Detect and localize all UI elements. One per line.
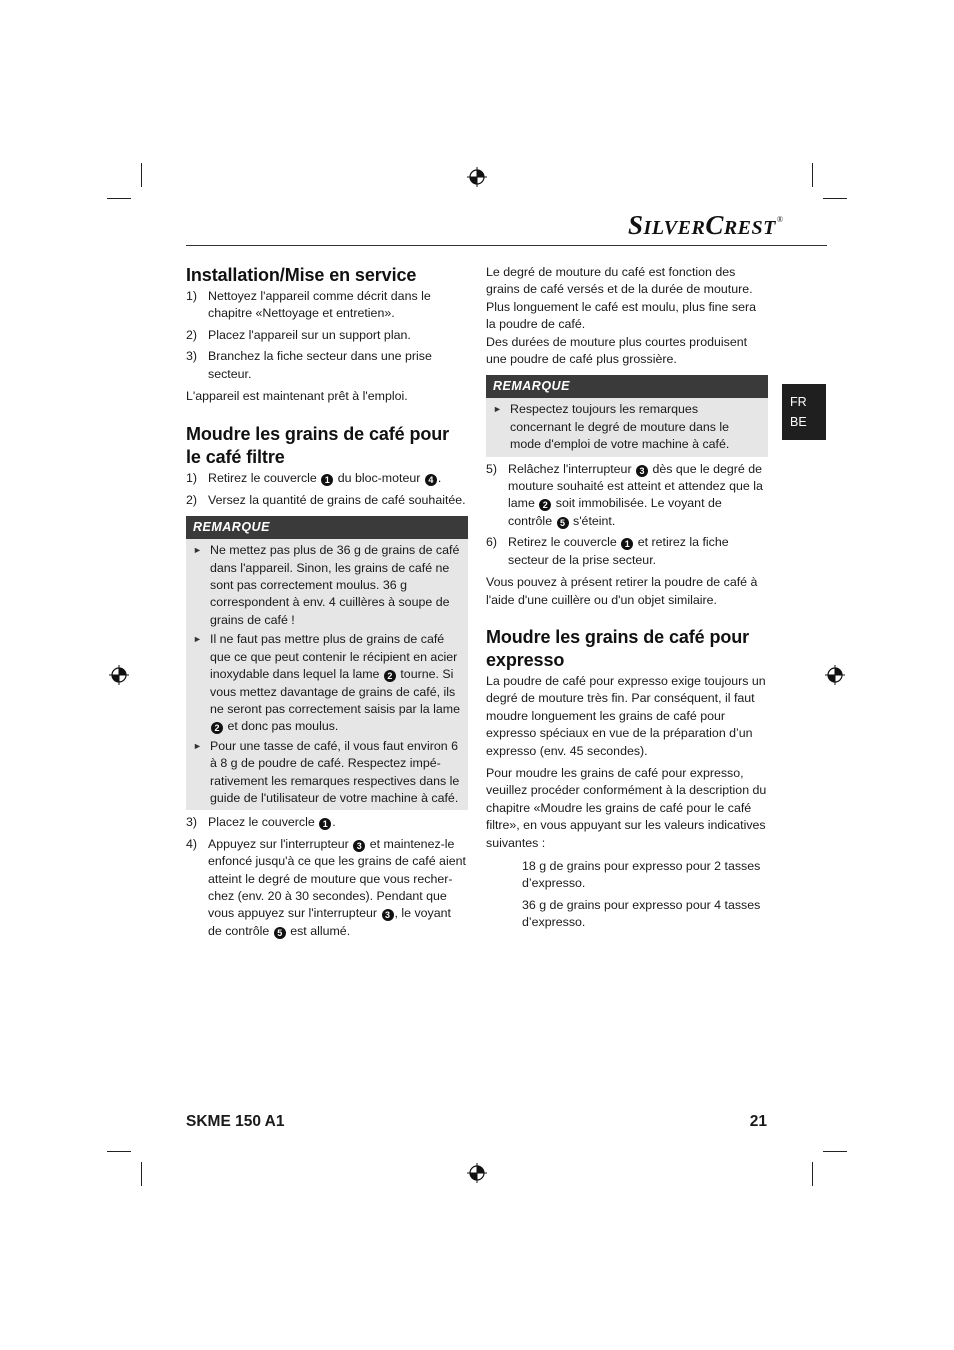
filter-step-2: 2) Versez la quantité de grains de café souhaitée.: [186, 492, 466, 507]
espresso-value-4-cups: 36 g de grains pour expresso pour 4 tasses d’expresso.: [522, 897, 761, 930]
brand-logo: SILVERCREST®: [628, 210, 784, 240]
crop-mark: [823, 198, 847, 199]
section-title-installation: Installation/Mise en service: [186, 265, 417, 285]
language-tab-line1: FR: [790, 395, 807, 409]
note-box: [486, 375, 768, 456]
part-number-badge: 3: [353, 840, 365, 852]
note-body: [186, 539, 468, 810]
installation-step-1: 1) Nettoyez l'appareil comme décrit dans le chapitre «Nettoyage et entretien».: [186, 289, 431, 321]
crop-mark: [812, 1162, 813, 1186]
registration-mark-icon: [825, 665, 845, 685]
note-bullet: ► Il ne faut pas mettre plus de grains de café que ce que peut contenir le récipient en acier inoxydable dans lequel la lame 2 tourne. Si vous mettez davantage de grains de café, ils ne seront pas correctement saisis par la lame 2 et donc pas moulus.: [193, 631, 461, 735]
remove-powder-text: Vous pouvez à présent retirer la poudre de café à l'aide d'une cuillère ou d'un objet similaire.: [486, 575, 758, 607]
part-number-badge: 1: [319, 818, 331, 830]
note-box: [186, 516, 468, 810]
bullet-arrow-icon: ►: [193, 634, 202, 645]
part-number-badge: 5: [557, 517, 569, 529]
part-number-badge: 1: [321, 474, 333, 486]
installation-step-2: 2) Placez l'appareil sur un support plan.: [186, 327, 411, 342]
left-column: [186, 264, 468, 940]
grind-intro-3: Des durées de mouture plus courtes produisent une poudre de café plus grossière.: [486, 334, 748, 367]
crop-mark: [107, 198, 131, 199]
filter-step-3: 3) Placez le couvercle 1 .: [186, 815, 336, 830]
part-number-badge: 4: [425, 474, 437, 486]
grind-intro-2: Plus longuement le café est moulu, plus fine sera la poudre de café.: [486, 299, 756, 332]
filter-step-4: 4) Appuyez sur l'interrupteur 3 et maintenez-le enfoncé jusqu'à ce que les grains de café aient atteint le degré de mouture que vous recherchez (env. 20 à 30 secondes). Pendant que vous appuyez sur l'interrupteur 3 , le voyant de contrôle 5 est allumé.: [186, 836, 466, 938]
note-heading: REMARQUE: [486, 375, 768, 398]
filter-step-5: 5) Relâchez l'interrupteur 3 dès que le degré de mouture souhaité est atteint et attendez que la lame 2 soit immobilisée. Le voyant de contrôle 5 s'éteint.: [486, 461, 763, 528]
installation-ready-text: L'appareil est maintenant prêt à l'emploi.: [186, 389, 408, 404]
crop-mark: [141, 1162, 142, 1186]
part-number-badge: 2: [211, 722, 223, 734]
footer-page-number: 21: [749, 1113, 767, 1130]
bullet-arrow-icon: ►: [193, 545, 202, 556]
crop-mark: [812, 163, 813, 187]
note-bullet: ► Respectez toujours les remarques concernant le degré de mouture dans le mode d'emploi de votre machine à café.: [493, 401, 761, 453]
header-rule: [186, 245, 827, 246]
registration-mark-icon: [467, 167, 487, 187]
espresso-value-2-cups: 18 g de grains pour expresso pour 2 tasses d’expresso.: [522, 858, 761, 891]
right-column: [486, 264, 768, 932]
crop-mark: [823, 1151, 847, 1152]
crop-mark: [107, 1151, 131, 1152]
bullet-arrow-icon: ►: [193, 740, 202, 751]
note-body: [486, 398, 768, 456]
filter-step-6: 6) Retirez le couvercle 1 et retirez la fiche secteur de la prise secteur.: [486, 535, 729, 567]
crop-mark: [141, 163, 142, 187]
note-bullet: ► Pour une tasse de café, il vous faut environ 6 à 8 g de poudre de café. Respectez impérativement les remarques respectives dans le guide de l'utilisateur de votre machine à café.: [193, 738, 461, 808]
part-number-badge: 3: [382, 909, 394, 921]
bullet-arrow-icon: ►: [493, 404, 502, 415]
part-number-badge: 1: [621, 538, 633, 550]
grind-intro-1: Le degré de mouture du café est fonction des grains de café versés et de la durée de mouture.: [486, 265, 753, 297]
note-heading: REMARQUE: [186, 516, 468, 539]
registration-mark-icon: [467, 1163, 487, 1183]
section-title-filter: Moudre les grains de café pour le café filtre: [186, 424, 450, 468]
language-tab: [782, 384, 826, 440]
part-number-badge: 3: [636, 465, 648, 477]
part-number-badge: 2: [384, 670, 396, 682]
espresso-paragraph-1: La poudre de café pour expresso exige toujours un degré de mouture très fin. Par conséquent, il faut moudre longuement les grains de café pour expresso spéciaux en vue de la préparation d’un expresso (env. 45 secondes).: [486, 673, 766, 758]
language-tab-line2: BE: [790, 415, 807, 429]
espresso-paragraph-2: Pour moudre les grains de café pour expresso, veuillez procéder conformément à la description du chapitre «Moudre les grains de café pour le café filtre», en vous appuyant sur les valeurs indicatives suivantes :: [486, 765, 767, 850]
part-number-badge: 5: [274, 927, 286, 939]
note-bullet: ► Ne mettez pas plus de 36 g de grains de café dans l'appareil. Sinon, les grains de café ne sont pas correctement moulus. 36 g correspondent à env. 4 cuillères à soupe de grains de café !: [193, 542, 461, 629]
part-number-badge: 2: [539, 499, 551, 511]
installation-step-3: 3) Branchez la fiche secteur dans une prise secteur.: [186, 349, 432, 381]
registration-mark-icon: [109, 665, 129, 685]
footer-model-number: SKME 150 A1: [186, 1113, 285, 1130]
filter-step-1: 1) Retirez le couvercle 1 du bloc-moteur 4 .: [186, 471, 442, 486]
section-title-espresso: Moudre les grains de café pour expresso: [486, 626, 750, 670]
